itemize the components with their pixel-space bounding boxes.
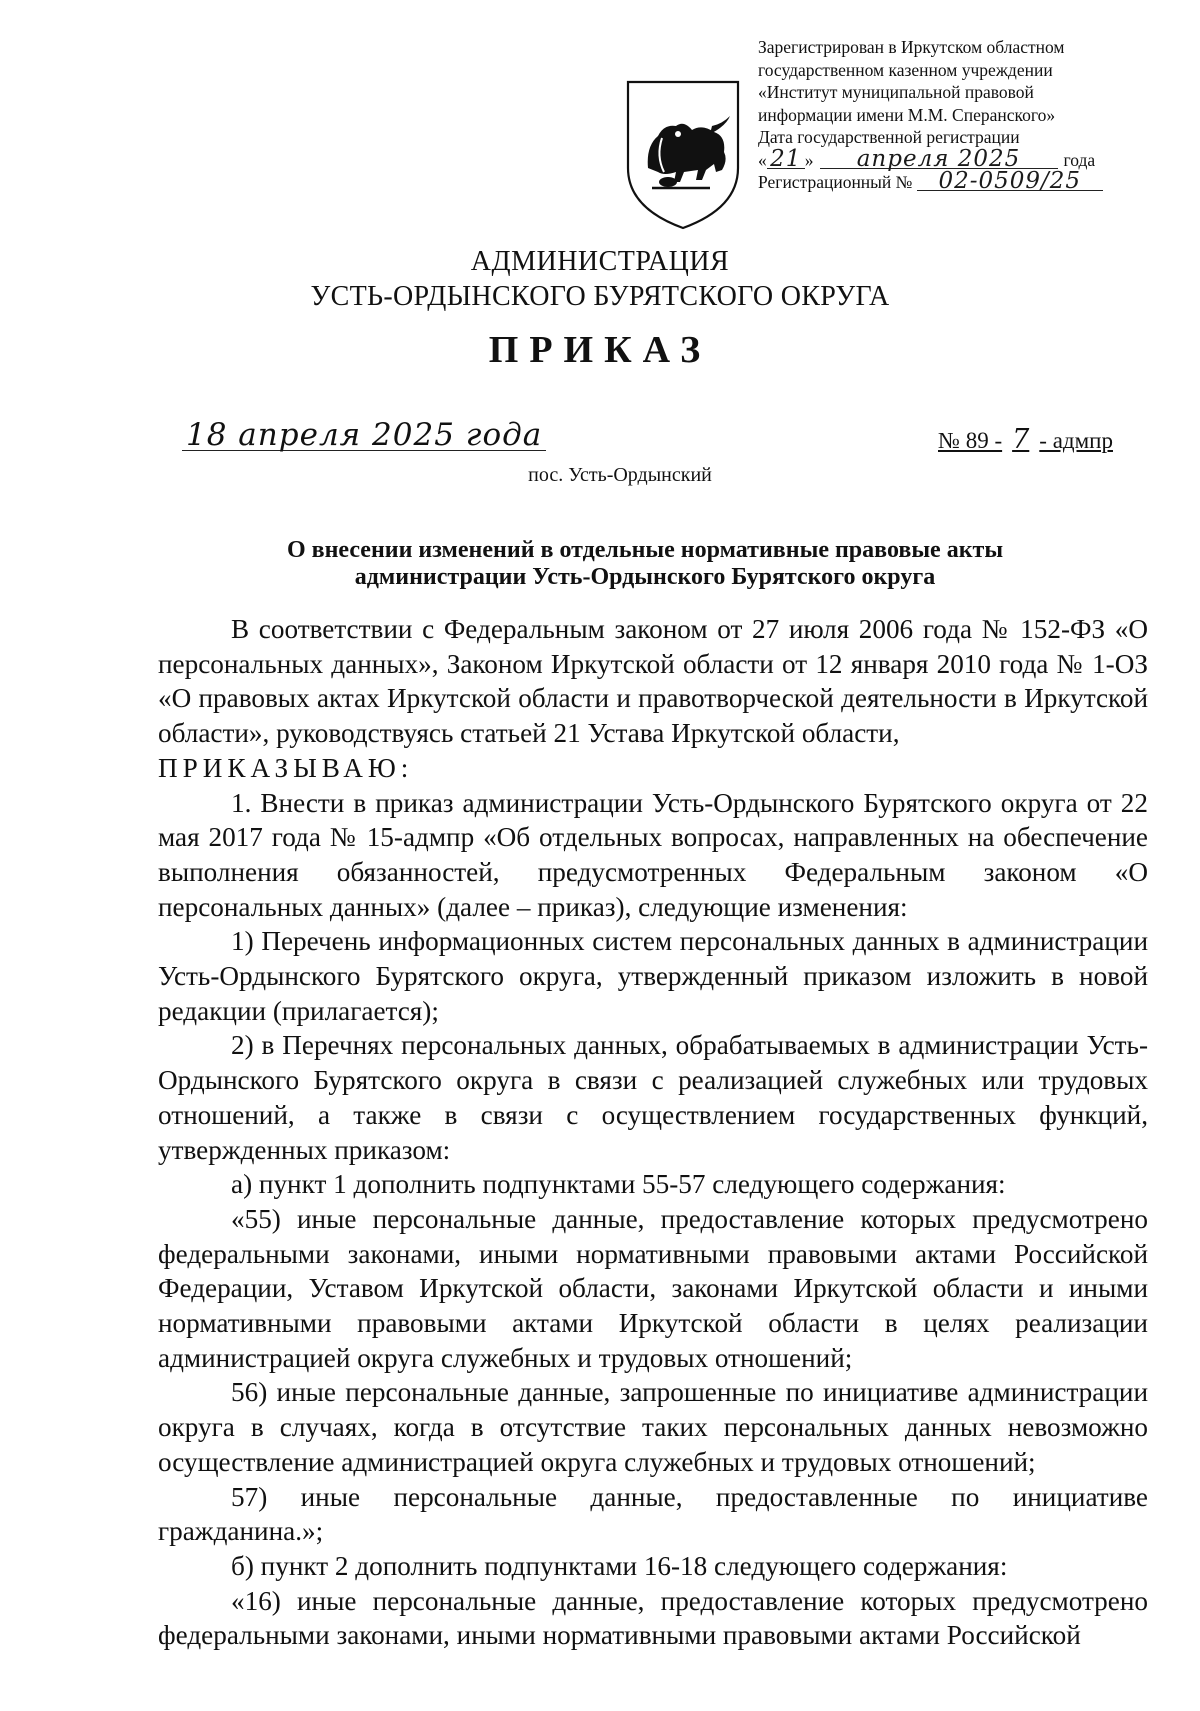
registration-number: 02-0509/25 [917,172,1103,191]
paragraph-point-56: 56) иные персональные данные, запрошенные по инициативе администрации округа в случаях, когда в отсутствие таких персональных данных невозможно осуществление администрацией округа служебных и трудовых отношений; [158,1377,1148,1477]
paragraph-subitem-b: б) пункт 2 дополнить подпунктами 16-18 следующего содержания: [231,1550,1008,1581]
paragraph-item-1: 1. Внести в приказ администрации Усть-Ордынского Бурятского округа от 22 мая 2017 года № 15-адмпр «Об отдельных вопросах, направленных на обеспечение выполнения обязанностей, предусмотренных Федеральным законом «О персональных данных» (далее – приказ), следующие изменения: [158,787,1148,922]
document-type: ПРИКАЗ [488,329,712,371]
order-number [938,424,1113,455]
coat-of-arms-icon [618,76,748,232]
order-date: 18 апреля 2025 года [182,420,546,451]
order-place: пос. Усть-Ордынский [528,464,712,486]
registration-line: информации имени М.М. Сперанского» [758,104,1056,125]
registration-line: Дата государственной регистрации [758,127,1020,147]
paragraph-subitem-1: 1) Перечень информационных систем персональных данных в администрации Усть-Ордынского Бурятского округа, утвержденный приказом изложить в новой редакции (прилагается); [158,926,1148,1026]
paragraph-point-16: «16) иные персональные данные, предоставление которых предусмотрено федеральными законами, иными нормативными правовыми актами Российской [158,1585,1148,1651]
quote-close: » [804,149,814,170]
registration-number-row [758,168,1158,194]
paragraph-subitem-a: а) пункт 1 дополнить подпунктами 55-57 следующего содержания: [231,1169,1006,1200]
registration-line: государственном казенном учреждении [758,59,1053,80]
title-line: администрации Усть-Ордынского Бурятского округа [354,564,936,590]
order-number-suffix: - адмпр [1039,428,1113,453]
org-name-line1: АДМИНИСТРАЦИЯ [470,246,730,277]
registration-line: «Институт муниципальной правовой [758,82,1034,102]
paragraph-preamble: В соответствии с Федеральным законом от 27 июля 2006 года № 152-ФЗ «О персональных данных», Законом Иркутской области от 12 января 2010 года № 1-ОЗ «О правовых актах Иркутской области и правотворческой деятельности в Иркутской области», руководствуясь статьей 21 Устава Иркутской области, [158,614,1148,749]
registration-line: Зарегистрирован в Иркутском областном [758,37,1065,57]
title-line: О внесении изменений в отдельные нормативные правовые акты [286,537,1004,563]
paragraph-subitem-2: 2) в Перечнях персональных данных, обрабатываемых в администрации Усть-Ордынского Бурятского округа в связи с реализацией служебных или трудовых отношений, а также в связи с осуществлением государственных функций, утвержденных приказом: [158,1030,1148,1165]
registration-number-label: Регистрационный № [758,172,913,192]
order-number-handwritten: 7 [1012,424,1030,455]
paragraph-order-word: ПРИКАЗЫВАЮ: [158,752,414,783]
order-number-prefix: № 89 - [938,428,1003,453]
document-body [158,612,1148,1653]
registration-day: 21 [767,150,805,169]
quote-open: « [758,149,767,170]
org-name-line2: УСТЬ-ОРДЫНСКОГО БУРЯТСКОГО ОКРУГА [310,281,890,312]
paragraph-point-55: «55) иные персональные данные, предоставление которых предусмотрено федеральными законами, иными нормативными правовыми актами Российской Федерации, Уставом Иркутской области, законами Иркутской области и иными нормативными правовыми актами Иркутской области в целях реализации администрацией округа служебных и трудовых отношений; [158,1203,1148,1373]
paragraph-point-57: 57) иные персональные данные, предоставленные по инициативе гражданина.»; [158,1481,1148,1547]
registration-stamp [758,36,1158,194]
registration-month-year: апреля 2025 [820,150,1058,169]
document-title [150,537,1140,591]
registration-year-word: года [1063,149,1096,170]
